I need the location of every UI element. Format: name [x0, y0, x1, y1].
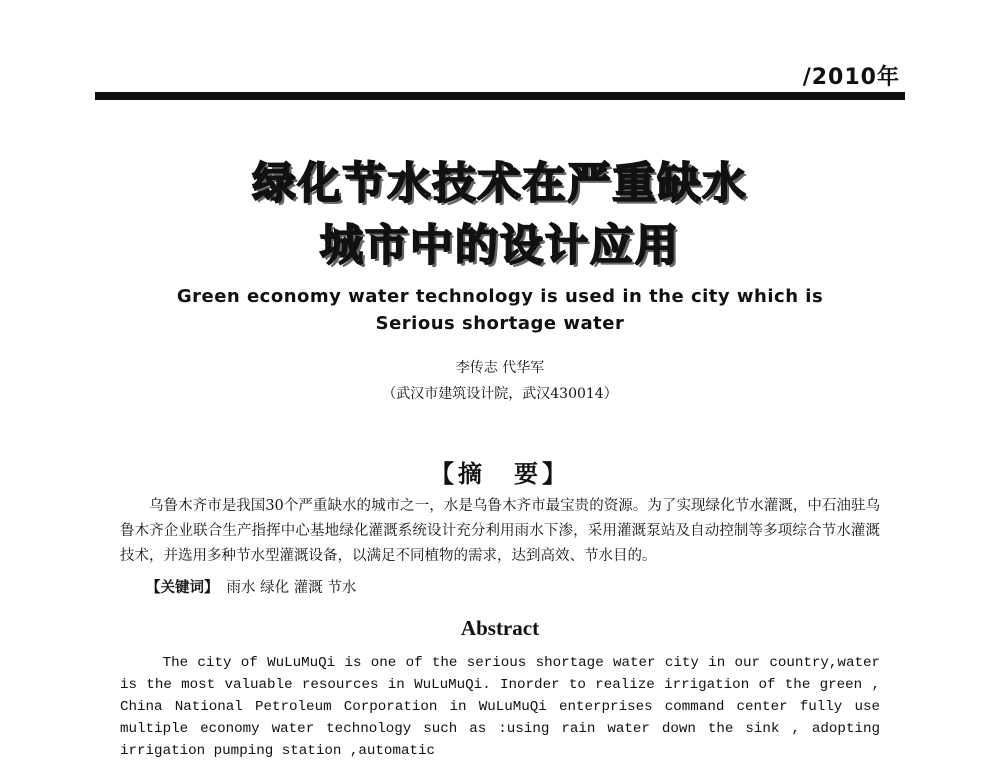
abstract-en-heading: Abstract — [460, 616, 540, 640]
abstract-zh-text: 乌鲁木齐市是我国30个严重缺水的城市之一，水是乌鲁木齐市最宝贵的资源。为了实现绿化节水灌溉，中石油驻乌鲁木齐企业联合生产指挥中心基地绿化灌溉系统设计充分利用雨水下渗，采用灌溉泵站及自动控制等多项综合节水灌溉技术，并选用多种节水型灌溉设备，以满足不同植物的需求，达到高效、节水目的。 — [120, 498, 880, 564]
title-en-line-1: Green economy water technology is used in the city which is — [176, 286, 824, 307]
title-en-line-2: Serious shortage water — [375, 313, 625, 334]
abstract-zh-heading: 【摘 要】 — [430, 459, 570, 488]
affiliation: （武汉市建筑设计院，武汉430014） — [382, 386, 618, 402]
header-rule — [95, 92, 905, 100]
keywords-text: 雨水 绿化 灌溉 节水 — [226, 580, 357, 596]
abstract-en-text: The city of WuLuMuQi is one of the serious shortage water city in our country,water is the most valuable resources in WuLuMuQi. Inorder to realize irrigation of the green , China National Petroleum Corporation in WuLuMuQi enterprises command center fully use multiple economy water technology such as :using rain water down the sink , adopting irrigation pumping station ,automatic — [120, 655, 880, 759]
keywords-label: 【关键词】 — [146, 579, 219, 596]
title-zh-line-1: 绿化节水技术在严重缺水 — [252, 159, 748, 209]
title-zh-line-2: 城市中的设计应用 — [320, 221, 680, 271]
issue-year: /2010年 — [802, 65, 900, 90]
authors: 李传志 代华军 — [455, 360, 545, 376]
keywords — [146, 576, 356, 597]
